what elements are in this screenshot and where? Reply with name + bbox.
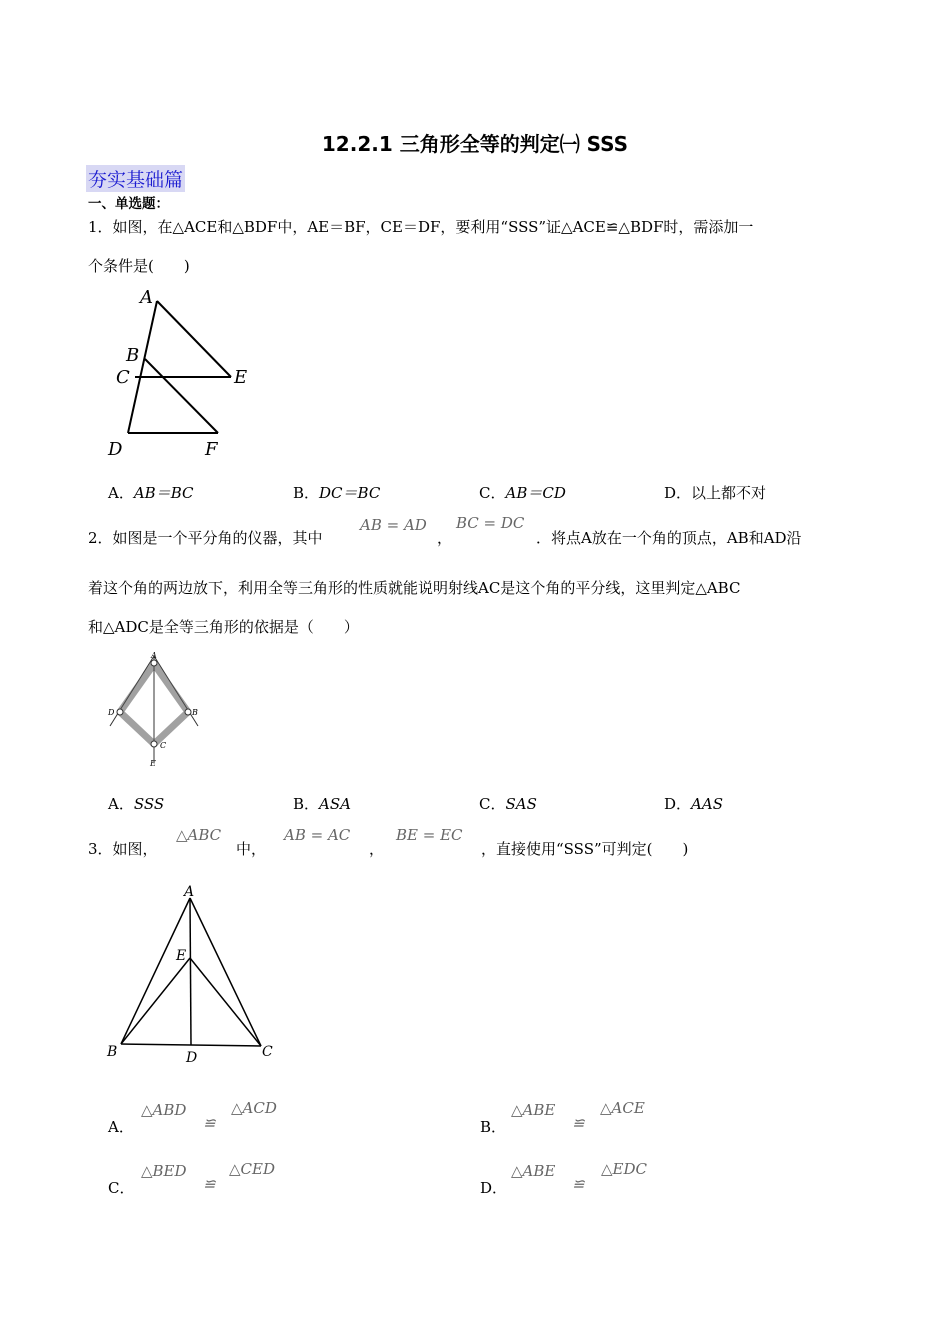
q3-option-b-letter[interactable]: B． (480, 1118, 507, 1136)
q2-option-b-text: ASA (319, 795, 351, 813)
q1-label-f: F (205, 439, 218, 460)
q2-label-c: C (160, 741, 167, 750)
q2-option-c-letter: C． (479, 795, 506, 813)
q2-text-line2: 着这个角的两边放下，利用全等三角形的性质就能说明射线AC是这个角的平分线，这里判定△ABC (88, 579, 741, 597)
q2-option-d-text: AAS (691, 795, 723, 813)
section-label: 夯实基础篇 (86, 165, 185, 192)
q1-option-d-text: 以上都不对 (691, 484, 767, 502)
q2-option-d-letter: D． (664, 795, 692, 813)
q2-label-e: E (150, 759, 156, 768)
q2-comma: ， (437, 529, 453, 547)
q1-text-line2: 个条件是( ) (88, 257, 190, 275)
q3-option-d-letter[interactable]: D． (480, 1179, 508, 1197)
q3-equation-2: BE = EC (396, 826, 463, 844)
q3-option-b-congruent-symbol: ≌ (572, 1114, 585, 1132)
q2-bar-ad (120, 664, 154, 712)
q2-option-b-letter: B． (293, 795, 320, 813)
q3-triangle: △ABC (176, 826, 222, 844)
q1-option-c-text: AB＝CD (505, 484, 566, 502)
q1-option-b-letter: B． (293, 484, 320, 502)
q2-option-c-text: SAS (505, 795, 537, 813)
q2-label-d: D (108, 708, 115, 717)
q2-bar-ab (154, 664, 188, 712)
q1-option-c-letter: C． (479, 484, 506, 502)
q2-bar-dc (120, 712, 154, 744)
q3-label-e: E (176, 948, 187, 964)
q3-figure (100, 878, 290, 1068)
q3-label-d: D (186, 1050, 198, 1066)
q2-option-a-letter: A． (108, 795, 134, 813)
q3-option-a-left: △ABD (141, 1101, 187, 1119)
q2-option-d[interactable] (664, 793, 723, 814)
q3-label-b: B (107, 1044, 118, 1060)
q3-option-c-letter[interactable]: C． (108, 1179, 135, 1197)
q2-pivot-a (151, 660, 157, 666)
q3-prefix: 3．如图， (88, 840, 158, 858)
q2-pivot-b (185, 709, 191, 715)
q2-option-a[interactable] (108, 793, 164, 814)
q1-option-b-text: DC＝BC (319, 484, 381, 502)
q2-pivot-c (151, 741, 157, 747)
q2-figure (106, 650, 206, 768)
q1-line-b-f (145, 359, 218, 433)
q1-label-e: E (234, 367, 248, 388)
q3-option-c-left: △BED (141, 1162, 187, 1180)
q2-option-b[interactable] (293, 793, 351, 814)
q1-label-a: A (140, 287, 153, 308)
q1-option-c[interactable] (479, 482, 566, 503)
q3-label-c: C (262, 1044, 273, 1060)
q2-suffix: ．将点A放在一个角的顶点，AB和AD沿 (536, 529, 802, 547)
q3-option-a-letter[interactable]: A． (108, 1118, 134, 1136)
q1-option-a-letter: A． (108, 484, 134, 502)
q3-option-d-right: △EDC (601, 1160, 647, 1178)
q3-suffix: ，直接使用“SSS”可判定( ) (481, 840, 689, 858)
q3-option-b-left: △ABE (511, 1101, 556, 1119)
q2-equation-2: BC = DC (456, 514, 525, 532)
q1-text-line1: 1．如图，在△ACE和△BDF中，AE＝BF，CE＝DF，要利用“SSS”证△ACE≌△BDF时，需添加一 (88, 218, 754, 236)
q2-text-line3: 和△ADC是全等三角形的依据是（ ） (88, 618, 359, 636)
question-type-heading: 一、单选题： (88, 196, 169, 212)
q1-figure (100, 283, 260, 463)
q2-equation-1: AB = AD (360, 516, 427, 534)
q2-bar-bc (154, 712, 188, 744)
q1-option-b[interactable] (293, 482, 380, 503)
q2-label-b: B (192, 708, 198, 717)
q1-label-c: C (116, 367, 130, 388)
q2-pivot-d (117, 709, 123, 715)
q3-equation-1: AB = AC (284, 826, 351, 844)
q3-option-d-congruent-symbol: ≌ (572, 1175, 585, 1193)
q1-option-d[interactable] (664, 482, 766, 503)
q1-label-b: B (126, 345, 140, 366)
page-title: 12.2.1 三角形全等的判定㈠ SSS (321, 132, 629, 156)
q1-option-a-text: AB＝BC (133, 484, 194, 502)
q2-option-c[interactable] (479, 793, 537, 814)
q1-option-a[interactable] (108, 482, 193, 503)
q3-option-b-right: △ACE (600, 1099, 645, 1117)
q1-option-d-letter: D． (664, 484, 692, 502)
q2-prefix: 2．如图是一个平分角的仪器，其中 (88, 529, 323, 547)
q3-segment-ad (190, 898, 191, 1045)
q3-comma: ， (369, 840, 385, 858)
q3-option-c-congruent-symbol: ≌ (203, 1175, 216, 1193)
q3-option-d-left: △ABE (511, 1162, 556, 1180)
q1-label-d: D (108, 439, 123, 460)
q3-option-a-congruent-symbol: ≌ (203, 1114, 216, 1132)
q3-option-a-right: △ACD (231, 1099, 277, 1117)
q3-option-c-right: △CED (229, 1160, 275, 1178)
q3-mid: 中， (236, 840, 267, 858)
q1-line-a-e (157, 301, 231, 377)
q2-option-a-text: SSS (133, 795, 165, 813)
q3-label-a: A (184, 884, 195, 900)
q2-label-a: A (151, 651, 157, 660)
